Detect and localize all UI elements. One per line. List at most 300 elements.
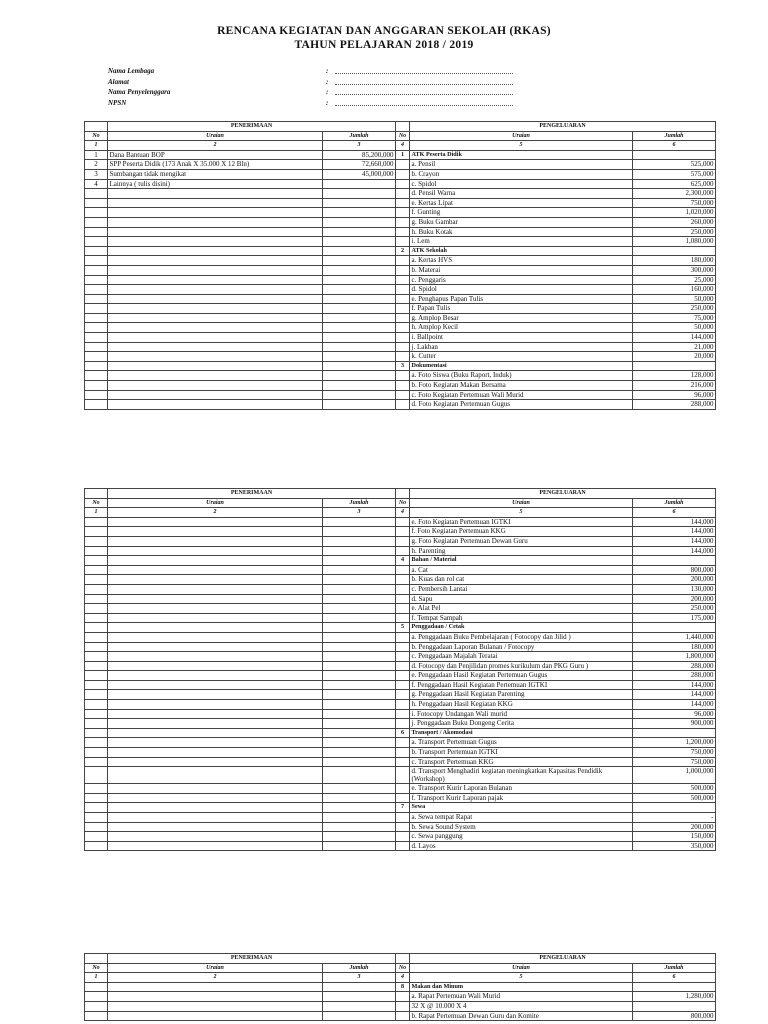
pengeluaran-no: 7: [396, 803, 410, 813]
pengeluaran-no: [396, 1011, 410, 1021]
penerimaan-jumlah: [323, 294, 396, 304]
penerimaan-jumlah: 85,200,000: [323, 150, 396, 160]
pengeluaran-no: [396, 169, 410, 179]
pengeluaran-no: [396, 1001, 410, 1011]
table-row: [85, 536, 716, 546]
pengeluaran-uraian: 32 X @ 10.000 X 4: [410, 1001, 633, 1011]
column-header-uraian: Uraian: [108, 498, 323, 508]
table-row: [85, 690, 716, 700]
penerimaan-no: [85, 642, 108, 652]
penerimaan-no: [85, 256, 108, 266]
document-title: RENCANA KEGIATAN DAN ANGGARAN SEKOLAH (RKAS): [217, 25, 551, 37]
pengeluaran-jumlah: [633, 803, 716, 813]
penerimaan-no: [85, 556, 108, 566]
penerimaan-jumlah: [323, 982, 396, 992]
pengeluaran-jumlah: 200,000: [633, 822, 716, 832]
penerimaan-no: [85, 594, 108, 604]
pengeluaran-jumlah: 150,000: [633, 832, 716, 842]
table-row: [85, 584, 716, 594]
pengeluaran-no: [396, 992, 410, 1002]
pengeluaran-uraian: e. Foto Kegiatan Pertemuan IGTKI: [410, 517, 633, 527]
table-row: [85, 179, 716, 189]
header-column-row: [85, 498, 716, 508]
column-header-no: No: [85, 498, 108, 508]
column-header-jumlah: Jumlah: [323, 498, 396, 508]
table-row: [85, 992, 716, 1002]
penerimaan-uraian: [108, 256, 323, 266]
pengeluaran-uraian: e. Alat Pel: [410, 604, 633, 614]
column-header-no: No: [85, 131, 108, 141]
column-number: 4: [396, 973, 410, 983]
pengeluaran-uraian: c. Pembersih Lantai: [410, 584, 633, 594]
column-number: 4: [396, 508, 410, 518]
table-row: [85, 623, 716, 633]
penerimaan-no: [85, 265, 108, 275]
penerimaan-uraian: [108, 841, 323, 851]
pengeluaran-no: [396, 784, 410, 794]
penerimaan-uraian: [108, 400, 323, 410]
table-row: [85, 527, 716, 537]
pengeluaran-no: [396, 381, 410, 391]
penerimaan-uraian: [108, 246, 323, 256]
penerimaan-uraian: [108, 198, 323, 208]
pengeluaran-jumlah: 96,000: [633, 709, 716, 719]
institution-info: [108, 66, 513, 108]
pengeluaran-uraian: d. Sapu: [410, 594, 633, 604]
blank-cell: [85, 489, 108, 499]
pengeluaran-no: [396, 565, 410, 575]
column-number: 1: [85, 508, 108, 518]
penerimaan-uraian: [108, 992, 323, 1002]
pengeluaran-no: [396, 793, 410, 803]
pengeluaran-no: [396, 709, 410, 719]
table-row: [85, 333, 716, 343]
penerimaan-no: [85, 198, 108, 208]
column-number: 6: [633, 141, 716, 151]
penerimaan-jumlah: [323, 803, 396, 813]
penerimaan-jumlah: [323, 652, 396, 662]
budget-table-page-1: [84, 121, 716, 410]
table-row: [85, 803, 716, 813]
pengeluaran-uraian: h. Buku Kotak: [410, 227, 633, 237]
table-row: [85, 784, 716, 794]
penerimaan-header: PENERIMAAN: [108, 122, 396, 132]
pengeluaran-jumlah: 288,000: [633, 671, 716, 681]
pengeluaran-uraian: b. Penggadaan Laporan Bulanan / Fotocopy: [410, 642, 633, 652]
column-number: 1: [85, 973, 108, 983]
penerimaan-uraian: [108, 594, 323, 604]
table-row: [85, 556, 716, 566]
pengeluaran-no: [396, 604, 410, 614]
pengeluaran-jumlah: 1,080,000: [633, 237, 716, 247]
penerimaan-no: [85, 738, 108, 748]
pengeluaran-jumlah: -: [633, 813, 716, 823]
penerimaan-jumlah: [323, 217, 396, 227]
penerimaan-jumlah: [323, 575, 396, 585]
penerimaan-no: [85, 517, 108, 527]
pengeluaran-jumlah: 180,000: [633, 256, 716, 266]
pengeluaran-jumlah: 130,000: [633, 584, 716, 594]
penerimaan-jumlah: [323, 517, 396, 527]
penerimaan-uraian: [108, 813, 323, 823]
penerimaan-jumlah: [323, 748, 396, 758]
pengeluaran-uraian: g. Amplop Besar: [410, 313, 633, 323]
pengeluaran-no: [396, 160, 410, 170]
pengeluaran-uraian: a. Penggadaan Buku Pembelajaran ( Fotocopy dan Jilid ): [410, 632, 633, 642]
penerimaan-no: 2: [85, 160, 108, 170]
penerimaan-no: [85, 748, 108, 758]
penerimaan-uraian: [108, 982, 323, 992]
penerimaan-jumlah: [323, 546, 396, 556]
penerimaan-no: [85, 390, 108, 400]
penerimaan-jumlah: [323, 1001, 396, 1011]
penerimaan-no: [85, 333, 108, 343]
table-row: [85, 604, 716, 614]
pengeluaran-jumlah: 200,000: [633, 594, 716, 604]
pengeluaran-no: [396, 700, 410, 710]
pengeluaran-uraian: f. Penggadaan Hasil Kegiatan Pertemuan IGTKI: [410, 680, 633, 690]
penerimaan-uraian: Dana Bantuan BOP: [108, 150, 323, 160]
penerimaan-jumlah: 72,660,000: [323, 160, 396, 170]
pengeluaran-jumlah: 250,000: [633, 604, 716, 614]
table-row: [85, 728, 716, 738]
pengeluaran-jumlah: 525,000: [633, 160, 716, 170]
penerimaan-no: [85, 680, 108, 690]
pengeluaran-jumlah: 144,000: [633, 527, 716, 537]
penerimaan-uraian: [108, 757, 323, 767]
table-row: [85, 390, 716, 400]
penerimaan-no: [85, 793, 108, 803]
penerimaan-jumlah: [323, 671, 396, 681]
meta-row-nama-lembaga: [108, 66, 513, 77]
penerimaan-jumlah: [323, 690, 396, 700]
pengeluaran-uraian: i. Ballpoint: [410, 333, 633, 343]
pengeluaran-uraian: e. Transport Kurir Laporan Bulanan: [410, 784, 633, 794]
table-row: [85, 217, 716, 227]
header-column-row: [85, 131, 716, 141]
penerimaan-no: [85, 784, 108, 794]
penerimaan-no: [85, 661, 108, 671]
pengeluaran-no: [396, 748, 410, 758]
column-header-uraian: Uraian: [108, 131, 323, 141]
penerimaan-uraian: [108, 333, 323, 343]
penerimaan-no: [85, 613, 108, 623]
table-row: [85, 342, 716, 352]
penerimaan-uraian: [108, 285, 323, 295]
table-row: [85, 208, 716, 218]
pengeluaran-uraian: d. Foto Kegiatan Pertemuan Gugus: [410, 400, 633, 410]
pengeluaran-jumlah: 20,000: [633, 352, 716, 362]
column-header-no: No: [85, 963, 108, 973]
pengeluaran-jumlah: 800,000: [633, 565, 716, 575]
penerimaan-uraian: [108, 189, 323, 199]
penerimaan-no: [85, 982, 108, 992]
penerimaan-no: [85, 217, 108, 227]
pengeluaran-uraian: a. Sewa tempat Rapat: [410, 813, 633, 823]
pengeluaran-jumlah: 750,000: [633, 748, 716, 758]
penerimaan-uraian: [108, 784, 323, 794]
pengeluaran-jumlah: 1,800,000: [633, 652, 716, 662]
pengeluaran-no: [396, 265, 410, 275]
pengeluaran-jumlah: 144,000: [633, 700, 716, 710]
penerimaan-jumlah: [323, 333, 396, 343]
pengeluaran-uraian: e. Penghapus Papan Tulis: [410, 294, 633, 304]
table-row: [85, 813, 716, 823]
table-row: [85, 748, 716, 758]
table-row: [85, 517, 716, 527]
penerimaan-uraian: [108, 265, 323, 275]
penerimaan-no: [85, 813, 108, 823]
table-row: [85, 793, 716, 803]
pengeluaran-header: PENGELUARAN: [410, 489, 716, 499]
pengeluaran-jumlah: [633, 623, 716, 633]
table-row: [85, 169, 716, 179]
pengeluaran-uraian: b. Rapat Pertemuan Dewan Guru dan Komite: [410, 1011, 633, 1021]
penerimaan-no: [85, 313, 108, 323]
pengeluaran-jumlah: 750,000: [633, 757, 716, 767]
pengeluaran-no: 3: [396, 361, 410, 371]
pengeluaran-no: [396, 198, 410, 208]
pengeluaran-jumlah: 288,000: [633, 661, 716, 671]
column-header-jumlah: Jumlah: [323, 131, 396, 141]
pengeluaran-uraian: d. Transport Menghadiri kegiatan meningkatkan Kapasitas Pendidik (Workshop): [410, 767, 633, 784]
penerimaan-no: [85, 371, 108, 381]
pengeluaran-jumlah: 96,000: [633, 390, 716, 400]
column-header-no: No: [396, 498, 410, 508]
pengeluaran-uraian: c. Transport Pertemuan KKG: [410, 757, 633, 767]
penerimaan-header: PENERIMAAN: [108, 489, 396, 499]
penerimaan-no: [85, 700, 108, 710]
penerimaan-no: [85, 546, 108, 556]
pengeluaran-uraian: d. Layos: [410, 841, 633, 851]
penerimaan-no: [85, 728, 108, 738]
pengeluaran-no: [396, 323, 410, 333]
pengeluaran-no: [396, 584, 410, 594]
penerimaan-jumlah: [323, 841, 396, 851]
penerimaan-no: [85, 400, 108, 410]
penerimaan-jumlah: [323, 613, 396, 623]
table-row: [85, 160, 716, 170]
column-number: 6: [633, 508, 716, 518]
penerimaan-no: [85, 565, 108, 575]
penerimaan-no: [85, 527, 108, 537]
penerimaan-no: [85, 237, 108, 247]
table-row: [85, 719, 716, 729]
pengeluaran-uraian: f. Gunting: [410, 208, 633, 218]
penerimaan-jumlah: [323, 189, 396, 199]
table-row: [85, 661, 716, 671]
column-header-jumlah: Jumlah: [633, 131, 716, 141]
budget-table-page-3: [84, 953, 716, 1021]
penerimaan-jumlah: [323, 632, 396, 642]
pengeluaran-uraian: e. Kertas Lipat: [410, 198, 633, 208]
penerimaan-no: [85, 304, 108, 314]
header-column-row: [85, 963, 716, 973]
table-row: [85, 575, 716, 585]
penerimaan-no: [85, 623, 108, 633]
penerimaan-jumlah: [323, 198, 396, 208]
pengeluaran-uraian: h. Amplop Kecil: [410, 323, 633, 333]
table-row: [85, 227, 716, 237]
column-number-row: [85, 973, 716, 983]
penerimaan-uraian: [108, 227, 323, 237]
column-header-uraian: Uraian: [108, 963, 323, 973]
pengeluaran-jumlah: 175,000: [633, 613, 716, 623]
penerimaan-no: [85, 381, 108, 391]
penerimaan-jumlah: 45,000,000: [323, 169, 396, 179]
pengeluaran-uraian: k. Cutter: [410, 352, 633, 362]
penerimaan-uraian: [108, 517, 323, 527]
table-row: [85, 400, 716, 410]
pengeluaran-uraian: a. Kertas HVS: [410, 256, 633, 266]
penerimaan-uraian: [108, 719, 323, 729]
pengeluaran-jumlah: 250,000: [633, 227, 716, 237]
penerimaan-jumlah: [323, 265, 396, 275]
penerimaan-uraian: [108, 1011, 323, 1021]
pengeluaran-no: [396, 632, 410, 642]
pengeluaran-uraian: c. Penggadaan Majalah Teratai: [410, 652, 633, 662]
pengeluaran-uraian: a. Pensil: [410, 160, 633, 170]
table-row: [85, 632, 716, 642]
pengeluaran-uraian: b. Kuas dan rol cat: [410, 575, 633, 585]
table-row: [85, 313, 716, 323]
penerimaan-jumlah: [323, 371, 396, 381]
pengeluaran-uraian: j. Lakban: [410, 342, 633, 352]
pengeluaran-jumlah: 144,000: [633, 536, 716, 546]
pengeluaran-uraian: i. Fotocopy Undangan Wali murid: [410, 709, 633, 719]
penerimaan-no: [85, 323, 108, 333]
pengeluaran-jumlah: [633, 361, 716, 371]
penerimaan-uraian: [108, 342, 323, 352]
pengeluaran-no: [396, 719, 410, 729]
penerimaan-uraian: [108, 1001, 323, 1011]
penerimaan-jumlah: [323, 1011, 396, 1021]
penerimaan-uraian: [108, 294, 323, 304]
column-number: 1: [85, 141, 108, 151]
pengeluaran-section-title: Penggadaan / Cetak: [410, 623, 633, 633]
pengeluaran-no: [396, 594, 410, 604]
pengeluaran-uraian: f. Papan Tulis: [410, 304, 633, 314]
pengeluaran-jumlah: 144,000: [633, 333, 716, 343]
pengeluaran-jumlah: [633, 556, 716, 566]
penerimaan-jumlah: [323, 179, 396, 189]
pengeluaran-uraian: a. Foto Siswa (Buku Raport, Induk): [410, 371, 633, 381]
penerimaan-no: [85, 832, 108, 842]
pengeluaran-no: [396, 304, 410, 314]
penerimaan-jumlah: [323, 728, 396, 738]
pengeluaran-no: [396, 371, 410, 381]
penerimaan-jumlah: [323, 793, 396, 803]
pengeluaran-no: [396, 680, 410, 690]
penerimaan-no: [85, 294, 108, 304]
pengeluaran-jumlah: 1,440,000: [633, 632, 716, 642]
penerimaan-jumlah: [323, 757, 396, 767]
penerimaan-uraian: [108, 632, 323, 642]
penerimaan-jumlah: [323, 992, 396, 1002]
penerimaan-uraian: [108, 748, 323, 758]
pengeluaran-header: PENGELUARAN: [410, 954, 716, 964]
pengeluaran-no: [396, 313, 410, 323]
pengeluaran-jumlah: 160,000: [633, 285, 716, 295]
document-subtitle: TAHUN PELAJARAN 2018 / 2019: [294, 39, 474, 51]
table-row: [85, 361, 716, 371]
pengeluaran-jumlah: 1,020,000: [633, 208, 716, 218]
pengeluaran-uraian: g. Penggadaan Hasil Kegiatan Parenting: [410, 690, 633, 700]
pengeluaran-no: 1: [396, 150, 410, 160]
penerimaan-jumlah: [323, 604, 396, 614]
table-row: [85, 613, 716, 623]
pengeluaran-jumlah: 50,000: [633, 323, 716, 333]
column-number: 2: [108, 141, 323, 151]
penerimaan-no: [85, 1001, 108, 1011]
table-row: [85, 680, 716, 690]
meta-fill-line: [335, 98, 513, 106]
column-header-jumlah: Jumlah: [633, 963, 716, 973]
pengeluaran-no: [396, 738, 410, 748]
pengeluaran-uraian: f. Foto Kegiatan Pertemuan KKG: [410, 527, 633, 537]
column-number: 2: [108, 973, 323, 983]
pengeluaran-no: [396, 822, 410, 832]
pengeluaran-jumlah: 260,000: [633, 217, 716, 227]
header-section-row: [85, 489, 716, 499]
penerimaan-no: [85, 757, 108, 767]
pengeluaran-jumlah: 500,000: [633, 793, 716, 803]
pengeluaran-no: [396, 189, 410, 199]
penerimaan-jumlah: [323, 208, 396, 218]
pengeluaran-jumlah: 25,000: [633, 275, 716, 285]
pengeluaran-uraian: b. Sewa Sound System: [410, 822, 633, 832]
penerimaan-uraian: [108, 381, 323, 391]
pengeluaran-section-title: Sewa: [410, 803, 633, 813]
table-row: [85, 246, 716, 256]
pengeluaran-jumlah: 144,000: [633, 517, 716, 527]
column-number: 5: [410, 141, 633, 151]
pengeluaran-no: [396, 390, 410, 400]
budget-table-page-2: [84, 488, 716, 851]
penerimaan-uraian: [108, 661, 323, 671]
pengeluaran-jumlah: 2,300,000: [633, 189, 716, 199]
pengeluaran-jumlah: 288,000: [633, 400, 716, 410]
penerimaan-jumlah: [323, 237, 396, 247]
penerimaan-jumlah: [323, 227, 396, 237]
penerimaan-uraian: [108, 623, 323, 633]
penerimaan-uraian: [108, 527, 323, 537]
pengeluaran-header: PENGELUARAN: [410, 122, 716, 132]
penerimaan-no: [85, 361, 108, 371]
pengeluaran-jumlah: 75,000: [633, 313, 716, 323]
column-number: 3: [323, 141, 396, 151]
pengeluaran-jumlah: 350,000: [633, 841, 716, 851]
meta-row-nama-penyelenggara: [108, 87, 513, 98]
pengeluaran-no: [396, 208, 410, 218]
pengeluaran-section-title: Bahan / Material: [410, 556, 633, 566]
table-row: [85, 275, 716, 285]
penerimaan-header: PENERIMAAN: [108, 954, 396, 964]
penerimaan-uraian: Lainnya ( tulis disini): [108, 179, 323, 189]
pengeluaran-no: [396, 671, 410, 681]
table-row: [85, 323, 716, 333]
pengeluaran-jumlah: [633, 246, 716, 256]
table-row: [85, 198, 716, 208]
pengeluaran-no: [396, 333, 410, 343]
header-section-row: [85, 954, 716, 964]
penerimaan-jumlah: [323, 565, 396, 575]
pengeluaran-no: [396, 767, 410, 784]
penerimaan-uraian: [108, 313, 323, 323]
blank-cell: [85, 122, 108, 132]
penerimaan-uraian: [108, 217, 323, 227]
penerimaan-jumlah: [323, 822, 396, 832]
